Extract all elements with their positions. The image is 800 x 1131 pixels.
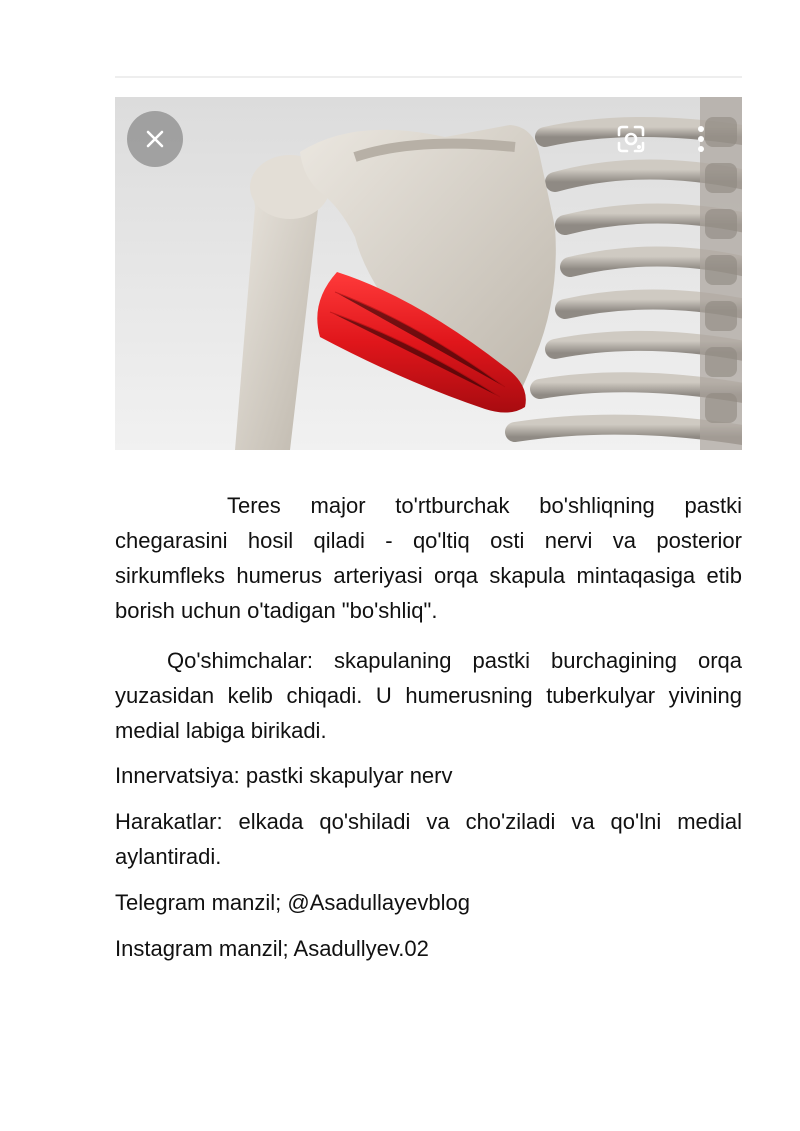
anatomy-image xyxy=(115,97,742,450)
instagram-contact: Instagram manzil; Asadullyev.02 xyxy=(115,936,429,961)
top-divider xyxy=(115,76,742,78)
paragraph-teres-major-description: Teres major to'rtburchak bo'shliqning pastki chegarasini hosil qiladi - qo'ltiq osti nervi va posterior sirkumfleks humerus arteriyasi orqa skapula mintaqasiga etib borish uchun o'tadigan "bo'shliq". xyxy=(115,493,742,623)
paragraph-innervation: Innervatsiya: pastki skapulyar nerv xyxy=(115,763,453,788)
google-lens-button[interactable] xyxy=(613,121,649,157)
google-lens-icon xyxy=(613,121,649,157)
close-button[interactable] xyxy=(127,111,183,167)
telegram-contact: Telegram manzil; @Asadullayevblog xyxy=(115,890,470,915)
paragraph-actions: Harakatlar: elkada qo'shiladi va cho'ziladi va qo'lni medial aylantiradi. xyxy=(115,809,742,869)
more-options-button[interactable] xyxy=(689,121,713,157)
more-vertical-icon xyxy=(689,121,713,157)
close-x-icon xyxy=(143,127,167,151)
paragraph-attachments: Qo'shimchalar: skapulaning pastki burchagining orqa yuzasidan kelib chiqadi. U humerusning tuberkulyar yivining medial labiga birikadi. xyxy=(115,648,742,743)
